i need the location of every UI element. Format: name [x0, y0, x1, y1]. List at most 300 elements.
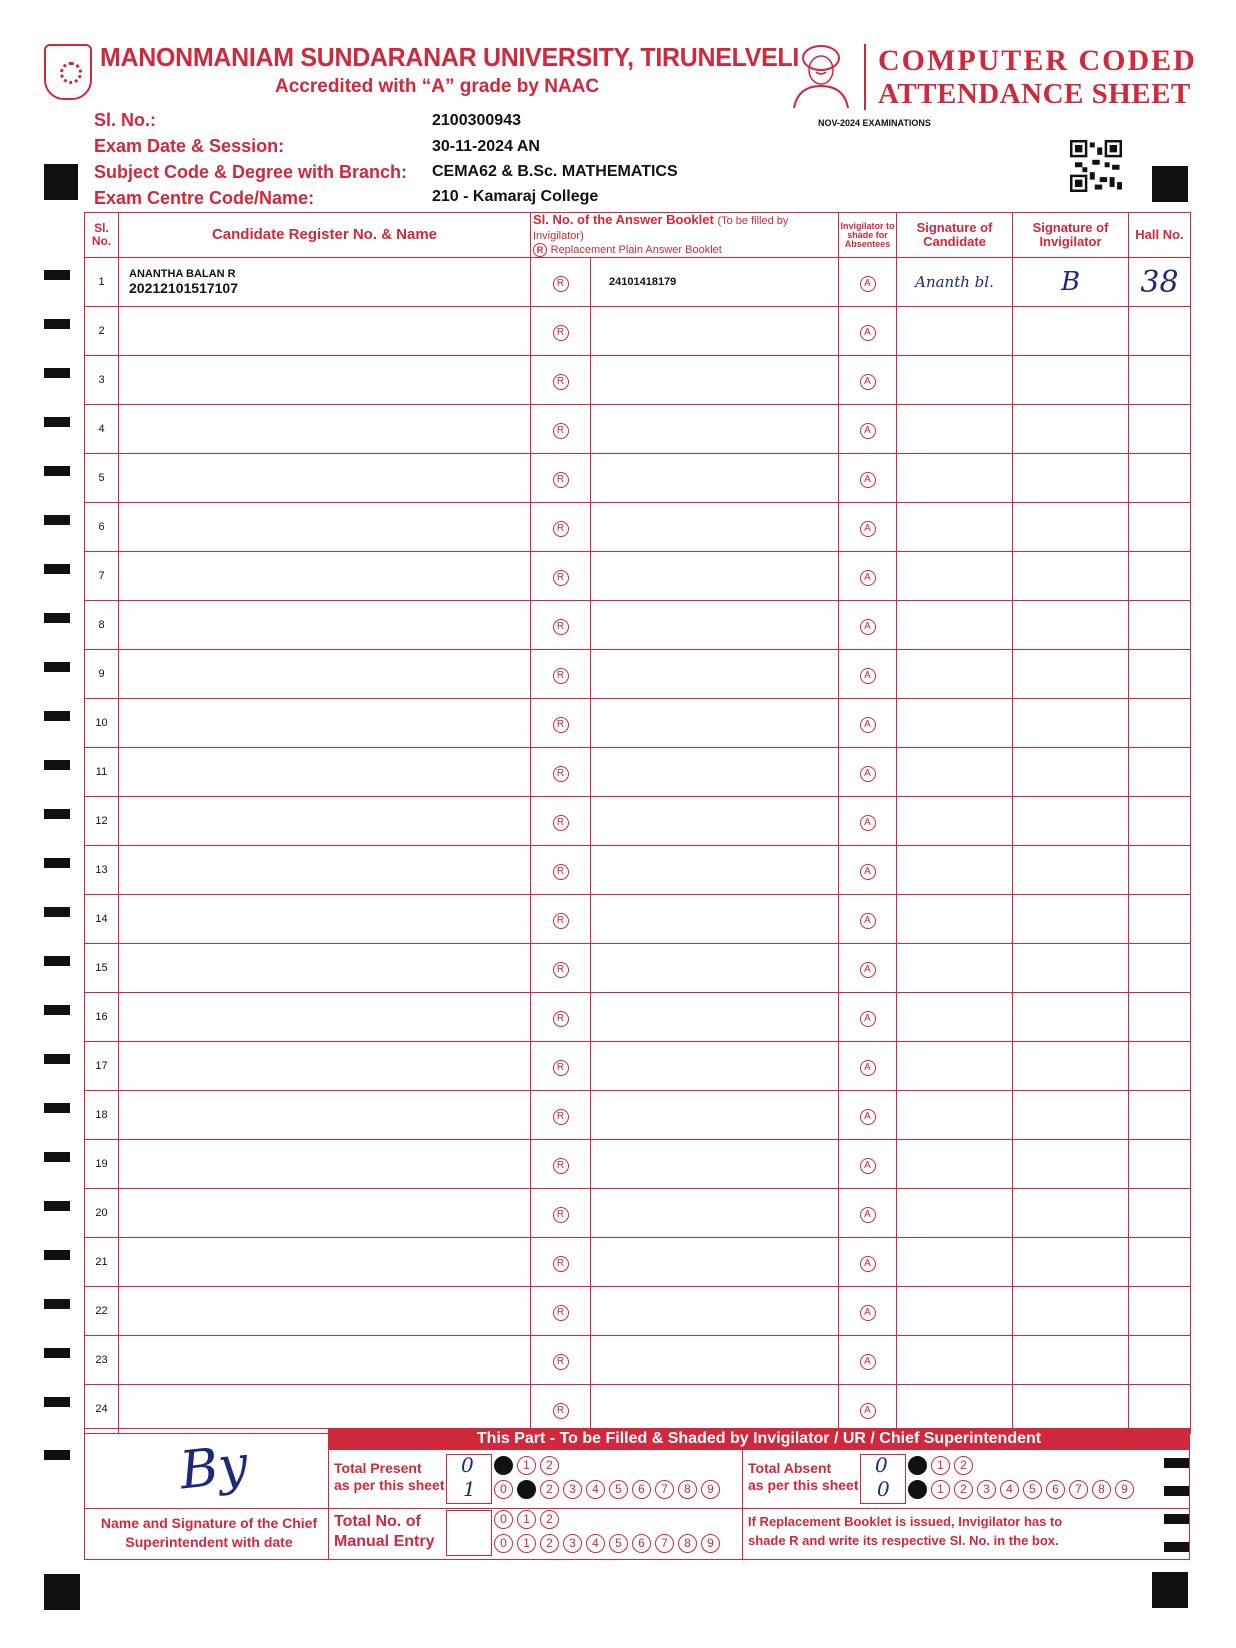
replacement-r-icon[interactable]: R	[553, 472, 569, 488]
replacement-cell[interactable]	[531, 454, 591, 503]
timing-mark	[44, 270, 70, 280]
replacement-r-icon[interactable]: R	[553, 1011, 569, 1027]
invigilator-signature	[1013, 1238, 1129, 1287]
timing-mark	[44, 1103, 70, 1113]
booklet-no	[591, 1189, 839, 1238]
manual-tens-bubbles	[494, 1510, 559, 1529]
absent-a-icon[interactable]: A	[860, 472, 876, 488]
absent-cell[interactable]	[839, 1091, 897, 1140]
row-sl: 9	[85, 650, 119, 699]
replacement-cell[interactable]	[531, 1189, 591, 1238]
hall-no	[1129, 503, 1191, 552]
candidate-cell	[119, 846, 531, 895]
digit-bubble[interactable]: 0	[494, 1480, 513, 1499]
timing-mark	[44, 417, 70, 427]
absent-cell[interactable]	[839, 650, 897, 699]
replacement-r-icon: R	[533, 243, 547, 257]
candidate-cell	[119, 503, 531, 552]
hall-no	[1129, 1385, 1191, 1434]
replacement-cell[interactable]	[531, 1385, 591, 1434]
hall-no	[1129, 1042, 1191, 1091]
replacement-cell[interactable]	[531, 797, 591, 846]
hall-no	[1129, 797, 1191, 846]
chief-signature: By	[177, 1434, 251, 1502]
invigilator-signature	[1013, 405, 1129, 454]
digit-bubble[interactable]: 4	[586, 1534, 605, 1553]
digit-bubble[interactable]: 8	[1092, 1480, 1111, 1499]
replacement-cell[interactable]	[531, 1091, 591, 1140]
candidate-cell	[119, 1091, 531, 1140]
digit-bubble[interactable]: 0	[908, 1456, 927, 1475]
hall-no	[1129, 356, 1191, 405]
absent-cell[interactable]	[839, 601, 897, 650]
digit-bubble[interactable]: 3	[563, 1534, 582, 1553]
table-row	[85, 454, 1191, 503]
row-sl: 4	[85, 405, 119, 454]
hall-no	[1129, 748, 1191, 797]
absent-cell[interactable]	[839, 993, 897, 1042]
hall-no	[1129, 1091, 1191, 1140]
row-sl: 5	[85, 454, 119, 503]
digit-bubble[interactable]: 6	[632, 1534, 651, 1553]
booklet-no	[591, 1140, 839, 1189]
candidate-cell	[119, 356, 531, 405]
booklet-no	[591, 699, 839, 748]
table-row	[85, 797, 1191, 846]
total-present-label: Total Present as per this sheet	[334, 1460, 445, 1493]
replacement-cell[interactable]	[531, 748, 591, 797]
timing-mark	[44, 858, 70, 868]
replacement-r-icon[interactable]: R	[553, 521, 569, 537]
booklet-no	[591, 1385, 839, 1434]
digit-bubble[interactable]: 5	[1023, 1480, 1042, 1499]
replacement-r-icon[interactable]: R	[553, 1207, 569, 1223]
invigilator-signature	[1013, 699, 1129, 748]
row-sl: 14	[85, 895, 119, 944]
absent-tens-bubbles	[908, 1456, 973, 1475]
replacement-cell[interactable]	[531, 944, 591, 993]
candidate-cell	[119, 650, 531, 699]
chief-label: Name and Signature of the Chief Superintendent with date	[100, 1515, 318, 1550]
digit-bubble[interactable]: 2	[540, 1480, 559, 1499]
invigilator-signature	[1013, 1042, 1129, 1091]
total-present-box: 0 1	[446, 1454, 492, 1504]
digit-bubble[interactable]: 7	[1069, 1480, 1088, 1499]
row-sl: 21	[85, 1238, 119, 1287]
replacement-r-icon[interactable]: R	[553, 766, 569, 782]
table-row	[85, 1238, 1191, 1287]
absent-a-icon[interactable]: A	[860, 668, 876, 684]
subject-value: CEMA62 & B.Sc. MATHEMATICS	[432, 163, 678, 180]
digit-bubble[interactable]: 2	[540, 1510, 559, 1529]
replacement-r-icon[interactable]: R	[553, 1256, 569, 1272]
present-tens-bubbles	[494, 1456, 559, 1475]
candidate-cell	[119, 454, 531, 503]
table-row	[85, 356, 1191, 405]
centre-label: Exam Centre Code/Name:	[94, 188, 315, 208]
candidate-signature	[897, 552, 1013, 601]
absent-a-icon[interactable]: A	[860, 1256, 876, 1272]
digit-bubble[interactable]: 2	[954, 1480, 973, 1499]
corner-mark-top-left	[44, 164, 78, 200]
digit-bubble[interactable]: 1	[517, 1510, 536, 1529]
replacement-r-icon[interactable]: R	[553, 1305, 569, 1321]
centre-value: 210 - Kamaraj College	[432, 188, 599, 205]
total-absent-label: Total Absent as per this sheet	[748, 1460, 859, 1493]
candidate-signature	[897, 1140, 1013, 1189]
digit-bubble[interactable]: 9	[701, 1480, 720, 1499]
digit-bubble[interactable]: 1	[931, 1480, 950, 1499]
absent-cell[interactable]	[839, 356, 897, 405]
digit-bubble[interactable]: 1	[517, 1480, 536, 1499]
candidate-signature	[897, 1385, 1013, 1434]
digit-bubble[interactable]: 5	[609, 1480, 628, 1499]
absent-a-icon[interactable]: A	[860, 962, 876, 978]
absent-a-icon[interactable]: A	[860, 325, 876, 341]
absent-cell[interactable]	[839, 1238, 897, 1287]
absent-cell[interactable]	[839, 454, 897, 503]
invigilator-signature	[1013, 1336, 1129, 1385]
candidate-name: ANANTHA BALAN R	[129, 268, 236, 281]
booklet-no	[591, 944, 839, 993]
absent-cell[interactable]	[839, 1287, 897, 1336]
replacement-r-icon[interactable]: R	[553, 374, 569, 390]
absent-cell[interactable]	[839, 1385, 897, 1434]
row-sl: 22	[85, 1287, 119, 1336]
absent-cell[interactable]	[839, 1042, 897, 1091]
manual-entry-box	[446, 1510, 492, 1556]
digit-bubble[interactable]: 4	[586, 1480, 605, 1499]
candidate-cell	[119, 601, 531, 650]
candidate-cell	[119, 993, 531, 1042]
replacement-r-icon[interactable]: R	[553, 1158, 569, 1174]
absent-a-icon[interactable]: A	[860, 766, 876, 782]
replacement-r-icon[interactable]: R	[553, 1060, 569, 1076]
header-sig-invigilator: Signature of Invigilator	[1013, 213, 1129, 258]
candidate-cell	[119, 1140, 531, 1189]
replacement-cell[interactable]	[531, 993, 591, 1042]
booklet-no: 24101418179	[591, 258, 839, 307]
row-sl: 19	[85, 1140, 119, 1189]
hall-no	[1129, 552, 1191, 601]
digit-bubble[interactable]: 4	[1000, 1480, 1019, 1499]
replacement-r-icon[interactable]: R	[553, 325, 569, 341]
absent-a-icon[interactable]: A	[860, 1207, 876, 1223]
replacement-r-icon[interactable]: R	[553, 962, 569, 978]
digit-bubble[interactable]: 1	[931, 1456, 950, 1475]
digit-bubble[interactable]: 6	[632, 1480, 651, 1499]
replacement-r-icon[interactable]: R	[553, 913, 569, 929]
absent-cell[interactable]	[839, 944, 897, 993]
replacement-cell[interactable]	[531, 258, 591, 307]
hall-no	[1129, 601, 1191, 650]
replacement-cell[interactable]	[531, 1140, 591, 1189]
invigilator-signature	[1013, 895, 1129, 944]
hall-no	[1129, 1189, 1191, 1238]
table-row	[85, 258, 1191, 307]
timing-mark	[44, 662, 70, 672]
table-row	[85, 846, 1191, 895]
row-sl: 8	[85, 601, 119, 650]
subject-label: Subject Code & Degree with Branch:	[94, 162, 408, 182]
replacement-cell[interactable]	[531, 1238, 591, 1287]
candidate-cell	[119, 895, 531, 944]
sl-no-value: 2100300943	[432, 112, 521, 129]
candidate-signature	[897, 1238, 1013, 1287]
absent-cell[interactable]	[839, 1336, 897, 1385]
replacement-r-icon[interactable]: R	[553, 276, 569, 292]
candidate-cell	[119, 552, 531, 601]
booklet-no	[591, 895, 839, 944]
candidate-signature	[897, 699, 1013, 748]
hall-no: 38	[1129, 258, 1191, 307]
candidate-signature	[897, 356, 1013, 405]
candidate-signature	[897, 1287, 1013, 1336]
booklet-no	[591, 405, 839, 454]
digit-bubble[interactable]: 2	[540, 1534, 559, 1553]
sl-no-label: Sl. No.:	[94, 110, 156, 130]
absent-a-icon[interactable]: A	[860, 423, 876, 439]
absent-cell[interactable]	[839, 797, 897, 846]
invigilator-signature	[1013, 503, 1129, 552]
timing-mark	[44, 368, 70, 378]
replacement-cell[interactable]	[531, 846, 591, 895]
manual-entry-label: Total No. of Manual Entry	[334, 1513, 435, 1550]
absent-cell[interactable]	[839, 552, 897, 601]
absent-cell[interactable]	[839, 307, 897, 356]
absent-a-icon[interactable]: A	[860, 1158, 876, 1174]
row-sl: 24	[85, 1385, 119, 1434]
table-row	[85, 1385, 1191, 1434]
manual-units-bubbles	[494, 1534, 720, 1553]
absent-cell[interactable]	[839, 699, 897, 748]
invigilator-signature	[1013, 1091, 1129, 1140]
replacement-cell[interactable]	[531, 405, 591, 454]
university-emblem	[44, 44, 92, 100]
replacement-cell[interactable]	[531, 895, 591, 944]
candidate-cell	[119, 1238, 531, 1287]
replacement-cell[interactable]	[531, 503, 591, 552]
booklet-no	[591, 993, 839, 1042]
timing-mark	[44, 1397, 70, 1407]
hall-no	[1129, 1287, 1191, 1336]
absent-a-icon[interactable]: A	[860, 864, 876, 880]
candidate-signature	[897, 1042, 1013, 1091]
invigilator-signature	[1013, 356, 1129, 405]
table-row	[85, 895, 1191, 944]
digit-bubble[interactable]: 0	[494, 1510, 513, 1529]
hall-no	[1129, 993, 1191, 1042]
replacement-r-icon[interactable]: R	[553, 815, 569, 831]
replacement-cell[interactable]	[531, 650, 591, 699]
candidate-cell	[119, 699, 531, 748]
absent-a-icon[interactable]: A	[860, 717, 876, 733]
timing-mark	[44, 1201, 70, 1211]
absent-a-icon[interactable]: A	[860, 913, 876, 929]
booklet-no	[591, 356, 839, 405]
digit-bubble[interactable]: 2	[954, 1456, 973, 1475]
digit-bubble[interactable]: 9	[1115, 1480, 1134, 1499]
absent-a-icon[interactable]: A	[860, 1060, 876, 1076]
booklet-no	[591, 650, 839, 699]
table-row	[85, 699, 1191, 748]
candidate-signature	[897, 1336, 1013, 1385]
table-row	[85, 552, 1191, 601]
candidate-cell	[119, 1042, 531, 1091]
founder-portrait	[790, 42, 852, 108]
timing-mark	[44, 613, 70, 623]
row-sl: 18	[85, 1091, 119, 1140]
absent-a-icon[interactable]: A	[860, 570, 876, 586]
invigilator-signature	[1013, 1140, 1129, 1189]
replacement-cell[interactable]	[531, 699, 591, 748]
row-sl: 20	[85, 1189, 119, 1238]
candidate-signature	[897, 944, 1013, 993]
replacement-cell[interactable]	[531, 601, 591, 650]
absent-a-icon[interactable]: A	[860, 1011, 876, 1027]
absent-a-icon[interactable]: A	[860, 815, 876, 831]
row-sl: 6	[85, 503, 119, 552]
timing-mark	[44, 319, 70, 329]
digit-bubble[interactable]: 2	[540, 1456, 559, 1475]
timing-mark	[44, 956, 70, 966]
absent-a-icon[interactable]: A	[860, 521, 876, 537]
timing-mark	[44, 760, 70, 770]
digit-bubble[interactable]: 8	[678, 1534, 697, 1553]
table-row	[85, 748, 1191, 797]
candidate-cell	[119, 1287, 531, 1336]
candidate-cell	[119, 1336, 531, 1385]
qr-code-icon	[1070, 140, 1122, 192]
table-row	[85, 993, 1191, 1042]
replacement-r-icon[interactable]: R	[553, 717, 569, 733]
candidate-signature	[897, 1189, 1013, 1238]
digit-bubble[interactable]: 0	[494, 1534, 513, 1553]
absent-a-icon[interactable]: A	[860, 1109, 876, 1125]
absent-a-icon[interactable]: A	[860, 1354, 876, 1370]
digit-bubble[interactable]: 5	[609, 1534, 628, 1553]
digit-bubble[interactable]: 1	[517, 1534, 536, 1553]
invigilator-signature: B	[1013, 258, 1129, 307]
attendance-table	[84, 212, 1190, 1434]
timing-mark	[44, 711, 70, 721]
table-row	[85, 1140, 1191, 1189]
absent-cell[interactable]	[839, 405, 897, 454]
row-sl: 13	[85, 846, 119, 895]
absent-a-icon[interactable]: A	[860, 374, 876, 390]
absent-cell[interactable]	[839, 1189, 897, 1238]
timing-mark	[44, 1450, 70, 1460]
replacement-r-icon[interactable]: R	[553, 1109, 569, 1125]
candidate-signature	[897, 650, 1013, 699]
absent-a-icon[interactable]: A	[860, 276, 876, 292]
row-sl: 17	[85, 1042, 119, 1091]
absent-cell[interactable]	[839, 846, 897, 895]
invigilator-signature	[1013, 1287, 1129, 1336]
digit-bubble[interactable]: 9	[701, 1534, 720, 1553]
candidate-signature	[897, 797, 1013, 846]
candidate-signature	[897, 895, 1013, 944]
table-row	[85, 1091, 1191, 1140]
absent-a-icon[interactable]: A	[860, 619, 876, 635]
table-row	[85, 650, 1191, 699]
candidate-cell	[119, 258, 531, 307]
timing-mark	[44, 564, 70, 574]
digit-bubble[interactable]: 6	[1046, 1480, 1065, 1499]
row-sl: 3	[85, 356, 119, 405]
row-sl: 16	[85, 993, 119, 1042]
absent-cell[interactable]	[839, 258, 897, 307]
candidate-cell	[119, 748, 531, 797]
booklet-no	[591, 1238, 839, 1287]
digit-bubble[interactable]: 0	[494, 1456, 513, 1475]
replacement-r-icon[interactable]: R	[553, 570, 569, 586]
hall-no	[1129, 944, 1191, 993]
digit-bubble[interactable]: 3	[563, 1480, 582, 1499]
digit-bubble[interactable]: 7	[655, 1534, 674, 1553]
absent-units-bubbles	[908, 1480, 1134, 1499]
replacement-cell[interactable]	[531, 552, 591, 601]
invigilator-signature	[1013, 454, 1129, 503]
table-row	[85, 1042, 1191, 1091]
invigilator-signature	[1013, 552, 1129, 601]
candidate-signature	[897, 405, 1013, 454]
sheet-title-line2: ATTENDANCE SHEET	[878, 78, 1191, 110]
absent-cell[interactable]	[839, 503, 897, 552]
sheet-title-line1: COMPUTER CODED	[878, 44, 1197, 77]
timing-mark	[44, 1299, 70, 1309]
absent-a-icon[interactable]: A	[860, 1403, 876, 1419]
replacement-r-icon[interactable]: R	[553, 864, 569, 880]
booklet-no	[591, 552, 839, 601]
digit-bubble[interactable]: 8	[678, 1480, 697, 1499]
header-hall: Hall No.	[1129, 213, 1191, 258]
timing-mark	[44, 466, 70, 476]
replacement-cell[interactable]	[531, 1287, 591, 1336]
digit-bubble[interactable]: 0	[908, 1480, 927, 1499]
replacement-r-icon[interactable]: R	[553, 668, 569, 684]
replacement-note: If Replacement Booklet is issued, Invigilator has to shade R and write its respective Sl. No. in the box.	[748, 1514, 1063, 1548]
absent-a-icon[interactable]: A	[860, 1305, 876, 1321]
replacement-cell[interactable]	[531, 356, 591, 405]
replacement-cell[interactable]	[531, 1336, 591, 1385]
candidate-cell	[119, 307, 531, 356]
replacement-cell[interactable]	[531, 1042, 591, 1091]
table-row	[85, 1287, 1191, 1336]
booklet-no	[591, 601, 839, 650]
replacement-r-icon[interactable]: R	[553, 423, 569, 439]
hall-no	[1129, 1336, 1191, 1385]
replacement-cell[interactable]	[531, 307, 591, 356]
replacement-r-icon[interactable]: R	[553, 1403, 569, 1419]
replacement-r-icon[interactable]: R	[553, 1354, 569, 1370]
invigilator-signature	[1013, 601, 1129, 650]
digit-bubble[interactable]: 7	[655, 1480, 674, 1499]
replacement-r-icon[interactable]: R	[553, 619, 569, 635]
digit-bubble[interactable]: 1	[517, 1456, 536, 1475]
row-sl: 10	[85, 699, 119, 748]
absent-cell[interactable]	[839, 895, 897, 944]
absent-cell[interactable]	[839, 1140, 897, 1189]
candidate-cell	[119, 797, 531, 846]
candidate-cell	[119, 1385, 531, 1434]
exam-date-value: 30-11-2024 AN	[432, 138, 540, 155]
hall-no	[1129, 1140, 1191, 1189]
timing-mark	[44, 1348, 70, 1358]
digit-bubble[interactable]: 3	[977, 1480, 996, 1499]
university-name: MANONMANIAM SUNDARANAR UNIVERSITY, TIRUNELVELI	[100, 42, 800, 72]
absent-cell[interactable]	[839, 748, 897, 797]
